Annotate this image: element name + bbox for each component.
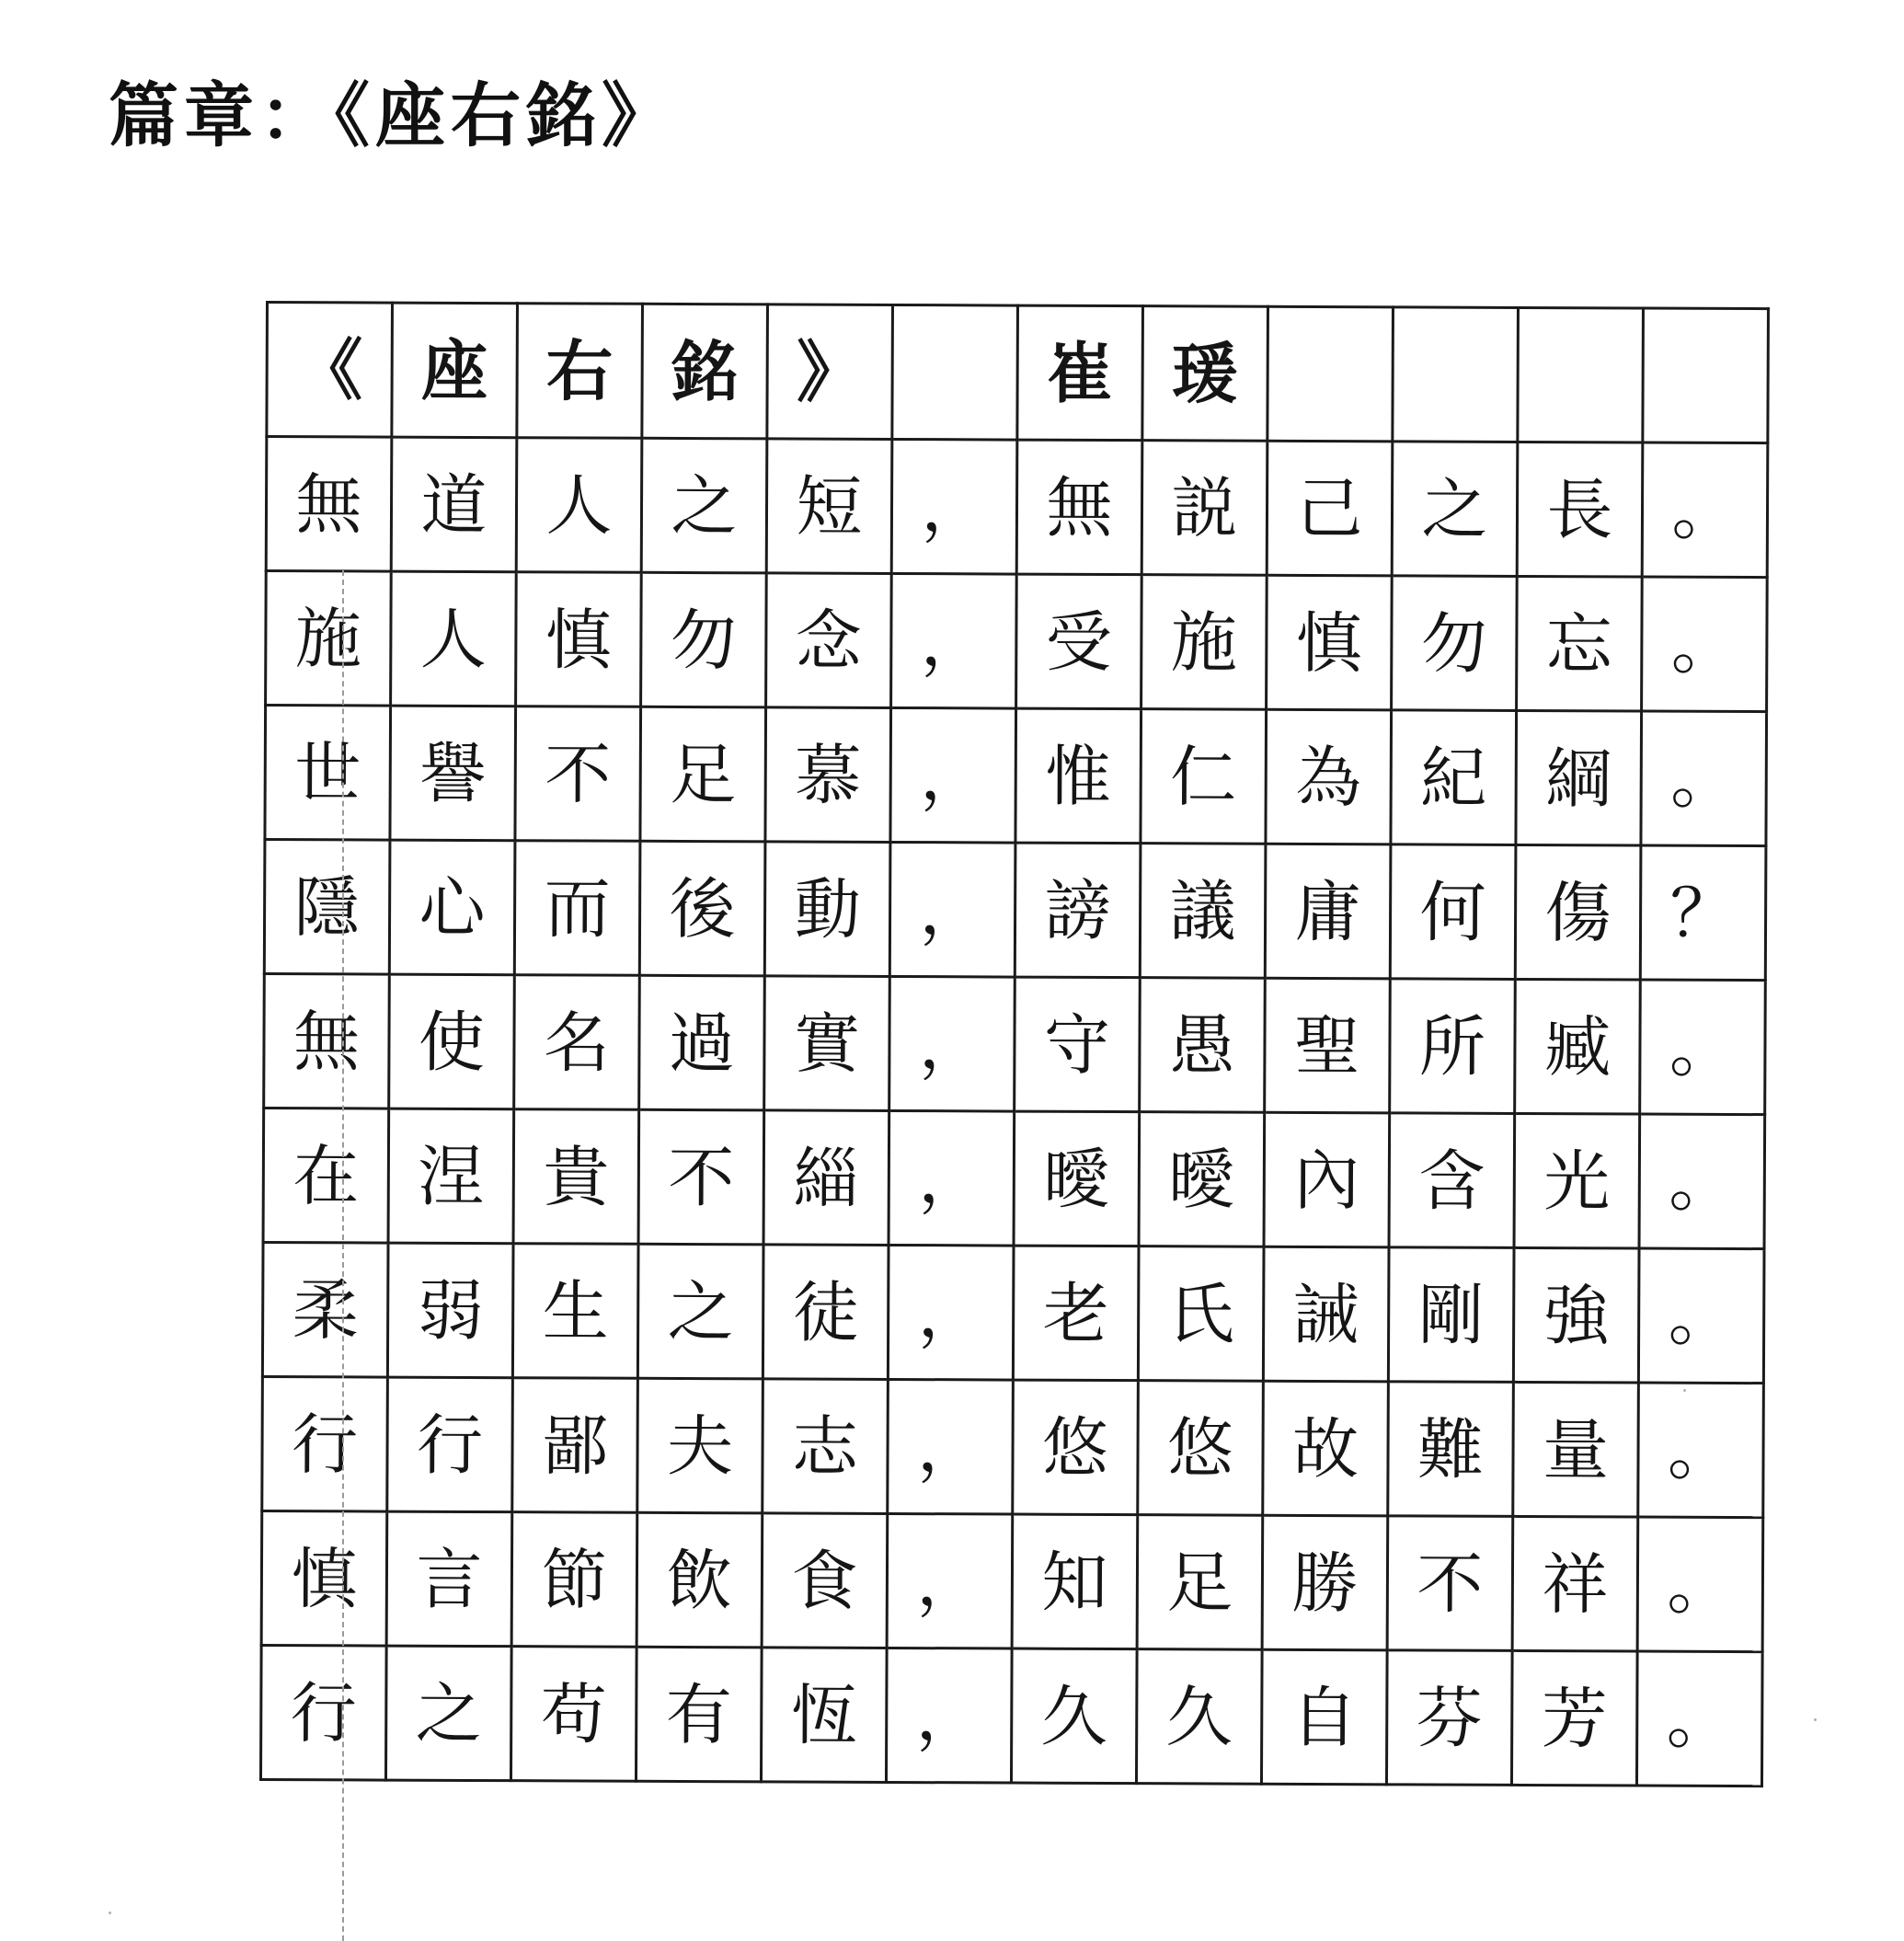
grid-cell [1393,307,1519,442]
grid-row [266,571,1768,712]
grid-cell: 所 [1390,979,1516,1114]
grid-cell: 勿 [1392,576,1518,711]
grid-cell: ， [887,1513,1013,1648]
grid-cell: 不 [515,706,641,842]
grid-cell: ， [891,439,1017,574]
grid-cell: ， [888,1245,1014,1380]
grid-cell: 人 [391,571,517,706]
grid-cell: 後 [639,841,765,976]
grid-cell: 無 [266,437,392,572]
grid-cell [1643,308,1769,443]
grid-cell: 綱 [1516,710,1642,845]
grid-cell: 慕 [765,707,891,843]
margin-guide-line [342,570,344,1941]
grid-cell: 行 [260,1645,386,1780]
grid-row [266,437,1768,578]
grid-cell: 傷 [1515,844,1641,980]
grid-cell: 己 [1267,441,1393,576]
grid-cell: 。 [1637,1517,1763,1652]
grid-cell: 動 [764,842,890,977]
grid-cell: 。 [1640,980,1766,1115]
grid-cell [1518,307,1644,442]
grid-cell: 銘 [642,304,768,439]
grid-cell: ， [890,707,1016,843]
grid-cell: 悠 [1138,1381,1264,1516]
grid-cell: 施 [1141,575,1267,710]
grid-cell: 短 [766,439,892,574]
grid-cell: 無 [264,973,390,1108]
grid-cell: 節 [511,1512,637,1648]
grid-cell: 之 [637,1244,763,1379]
grid-cell: 念 [766,573,892,708]
grid-cell: 芳 [1511,1650,1637,1786]
grid-cell: 柔 [262,1242,388,1377]
grid-cell: 苟 [510,1647,637,1782]
grid-cell: 而 [514,841,640,976]
grid-cell: 何 [1390,844,1516,980]
grid-cell: 久 [1011,1648,1137,1784]
grid-cell: 誡 [1263,1246,1389,1382]
grid-cell: 在 [263,1108,389,1243]
grid-cell: 知 [1012,1514,1138,1649]
grid-cell: 臧 [1515,979,1641,1114]
grid-cell: 右 [517,304,643,439]
grid-cell: 志 [763,1379,889,1514]
grid-cell: 實 [764,976,890,1111]
grid-cell: 貴 [513,1109,639,1245]
grid-cell: 含 [1389,1113,1515,1248]
grid-cell: 曖 [1014,1111,1140,1246]
grid-cell: 氏 [1138,1246,1264,1382]
grid-cell: 行 [262,1376,388,1511]
grid-cell: 故 [1263,1381,1389,1516]
grid-cell: ， [891,573,1017,708]
grid-cell: 心 [389,840,515,975]
grid-cell: ， [889,1110,1015,1246]
grid-cell: 飲 [637,1512,763,1648]
grid-cell: 言 [386,1511,512,1647]
grid-cell: 慎 [516,572,642,707]
grid-cell: 之 [641,438,767,573]
grid-cell: 老 [1013,1246,1139,1381]
grid-row [262,1376,1764,1517]
grid-cell: ， [889,842,1015,977]
grid-cell: 行 [387,1377,513,1512]
grid-cell: 慎 [261,1510,387,1646]
grid-cell: 難 [1388,1382,1514,1517]
grid-cell: 之 [385,1646,511,1781]
grid-cell: 剛 [1388,1247,1514,1383]
grid-cell: 使 [389,974,515,1109]
grid-cell: 慎 [1267,575,1393,710]
grid-cell: 。 [1638,1383,1764,1518]
grid-cell: ， [888,1379,1014,1514]
grid-cell: 勝 [1262,1515,1388,1650]
writing-grid-sheet [259,301,1738,1787]
grid-cell [892,304,1018,440]
grid-cell: 量 [1513,1382,1639,1517]
grid-title-row [267,303,1769,443]
grid-cell: 説 [1141,441,1267,576]
grid-cell: 忘 [1517,576,1643,711]
grid-cell: 謗 [1015,843,1141,978]
grid-cell: 勿 [641,572,767,707]
grid-cell: 。 [1641,711,1767,846]
grid-cell: 隱 [264,840,390,975]
grid-cell: 。 [1642,577,1768,712]
grid-cell: 不 [638,1109,764,1245]
grid-cell: 崔 [1017,305,1143,441]
grid-cell: 食 [762,1513,888,1648]
grid-cell: 座 [392,303,518,438]
grid-cell: 久 [1136,1649,1262,1785]
grid-cell: ， [886,1648,1012,1783]
grid-cell: 過 [639,975,765,1110]
grid-cell: 愚 [1140,978,1266,1113]
grid-cell: 紀 [1391,710,1517,845]
grid-row [261,1510,1763,1651]
grid-cell: 為 [1266,709,1392,844]
grid-cell: 施 [266,571,392,706]
grid-cell: 鄙 [512,1378,638,1513]
grid-cell: 世 [265,706,391,841]
grid-cell: 弱 [387,1243,513,1378]
grid-row [260,1645,1762,1786]
grid-cell: 聖 [1265,978,1391,1113]
grid-cell: 足 [1137,1515,1263,1650]
grid-cell: 夫 [637,1378,763,1513]
grid-row [264,973,1766,1114]
scan-speck [1814,1718,1817,1721]
grid-cell: 生 [512,1244,638,1379]
character-grid [259,301,1770,1787]
scan-speck [1683,1389,1686,1392]
grid-cell: 人 [516,438,642,573]
grid-cell: 之 [1392,442,1518,577]
grid-cell: 光 [1514,1113,1640,1248]
grid-cell: 長 [1517,442,1643,577]
grid-cell: 緇 [763,1110,889,1246]
grid-cell: 恆 [761,1648,887,1783]
grid-cell: 曖 [1139,1112,1265,1247]
grid-cell: ？ [1640,845,1766,981]
scan-speck [109,1912,111,1914]
grid-cell: 名 [514,975,640,1110]
grid-row [263,1108,1765,1248]
grid-cell: 仁 [1141,709,1267,844]
page-heading: 篇章：《座右銘》 [109,75,677,156]
grid-cell: 內 [1264,1112,1390,1247]
grid-cell: 徒 [763,1245,889,1380]
grid-cell: 足 [640,706,766,842]
grid-cell [1267,306,1394,442]
grid-cell: 不 [1387,1516,1513,1651]
grid-cell: 。 [1639,1114,1765,1249]
grid-cell: 祥 [1512,1516,1638,1651]
grid-row [265,706,1767,846]
grid-cell: 譽 [390,706,516,841]
grid-cell: 守 [1015,977,1141,1112]
grid-row [264,840,1766,981]
grid-cell: 涅 [388,1108,514,1244]
grid-cell: 庸 [1265,844,1391,979]
grid-cell: 有 [636,1647,762,1782]
grid-cell: 悠 [1013,1380,1139,1515]
grid-cell: 。 [1638,1248,1764,1384]
grid-cell: 瑗 [1142,306,1268,442]
grid-cell: 。 [1642,442,1768,578]
grid-cell: 》 [767,304,893,440]
grid-cell: 無 [1016,440,1142,575]
grid-cell: 受 [1016,574,1142,709]
grid-row [262,1242,1764,1383]
grid-cell: ， [889,976,1015,1111]
grid-cell: 強 [1513,1247,1639,1383]
grid-cell: 芬 [1386,1650,1512,1786]
grid-cell: 議 [1140,844,1266,979]
grid-cell: 惟 [1015,708,1141,844]
grid-cell: 《 [267,303,393,438]
grid-cell: 道 [391,437,517,572]
grid-cell: 。 [1636,1651,1762,1786]
grid-cell: 自 [1261,1649,1387,1785]
